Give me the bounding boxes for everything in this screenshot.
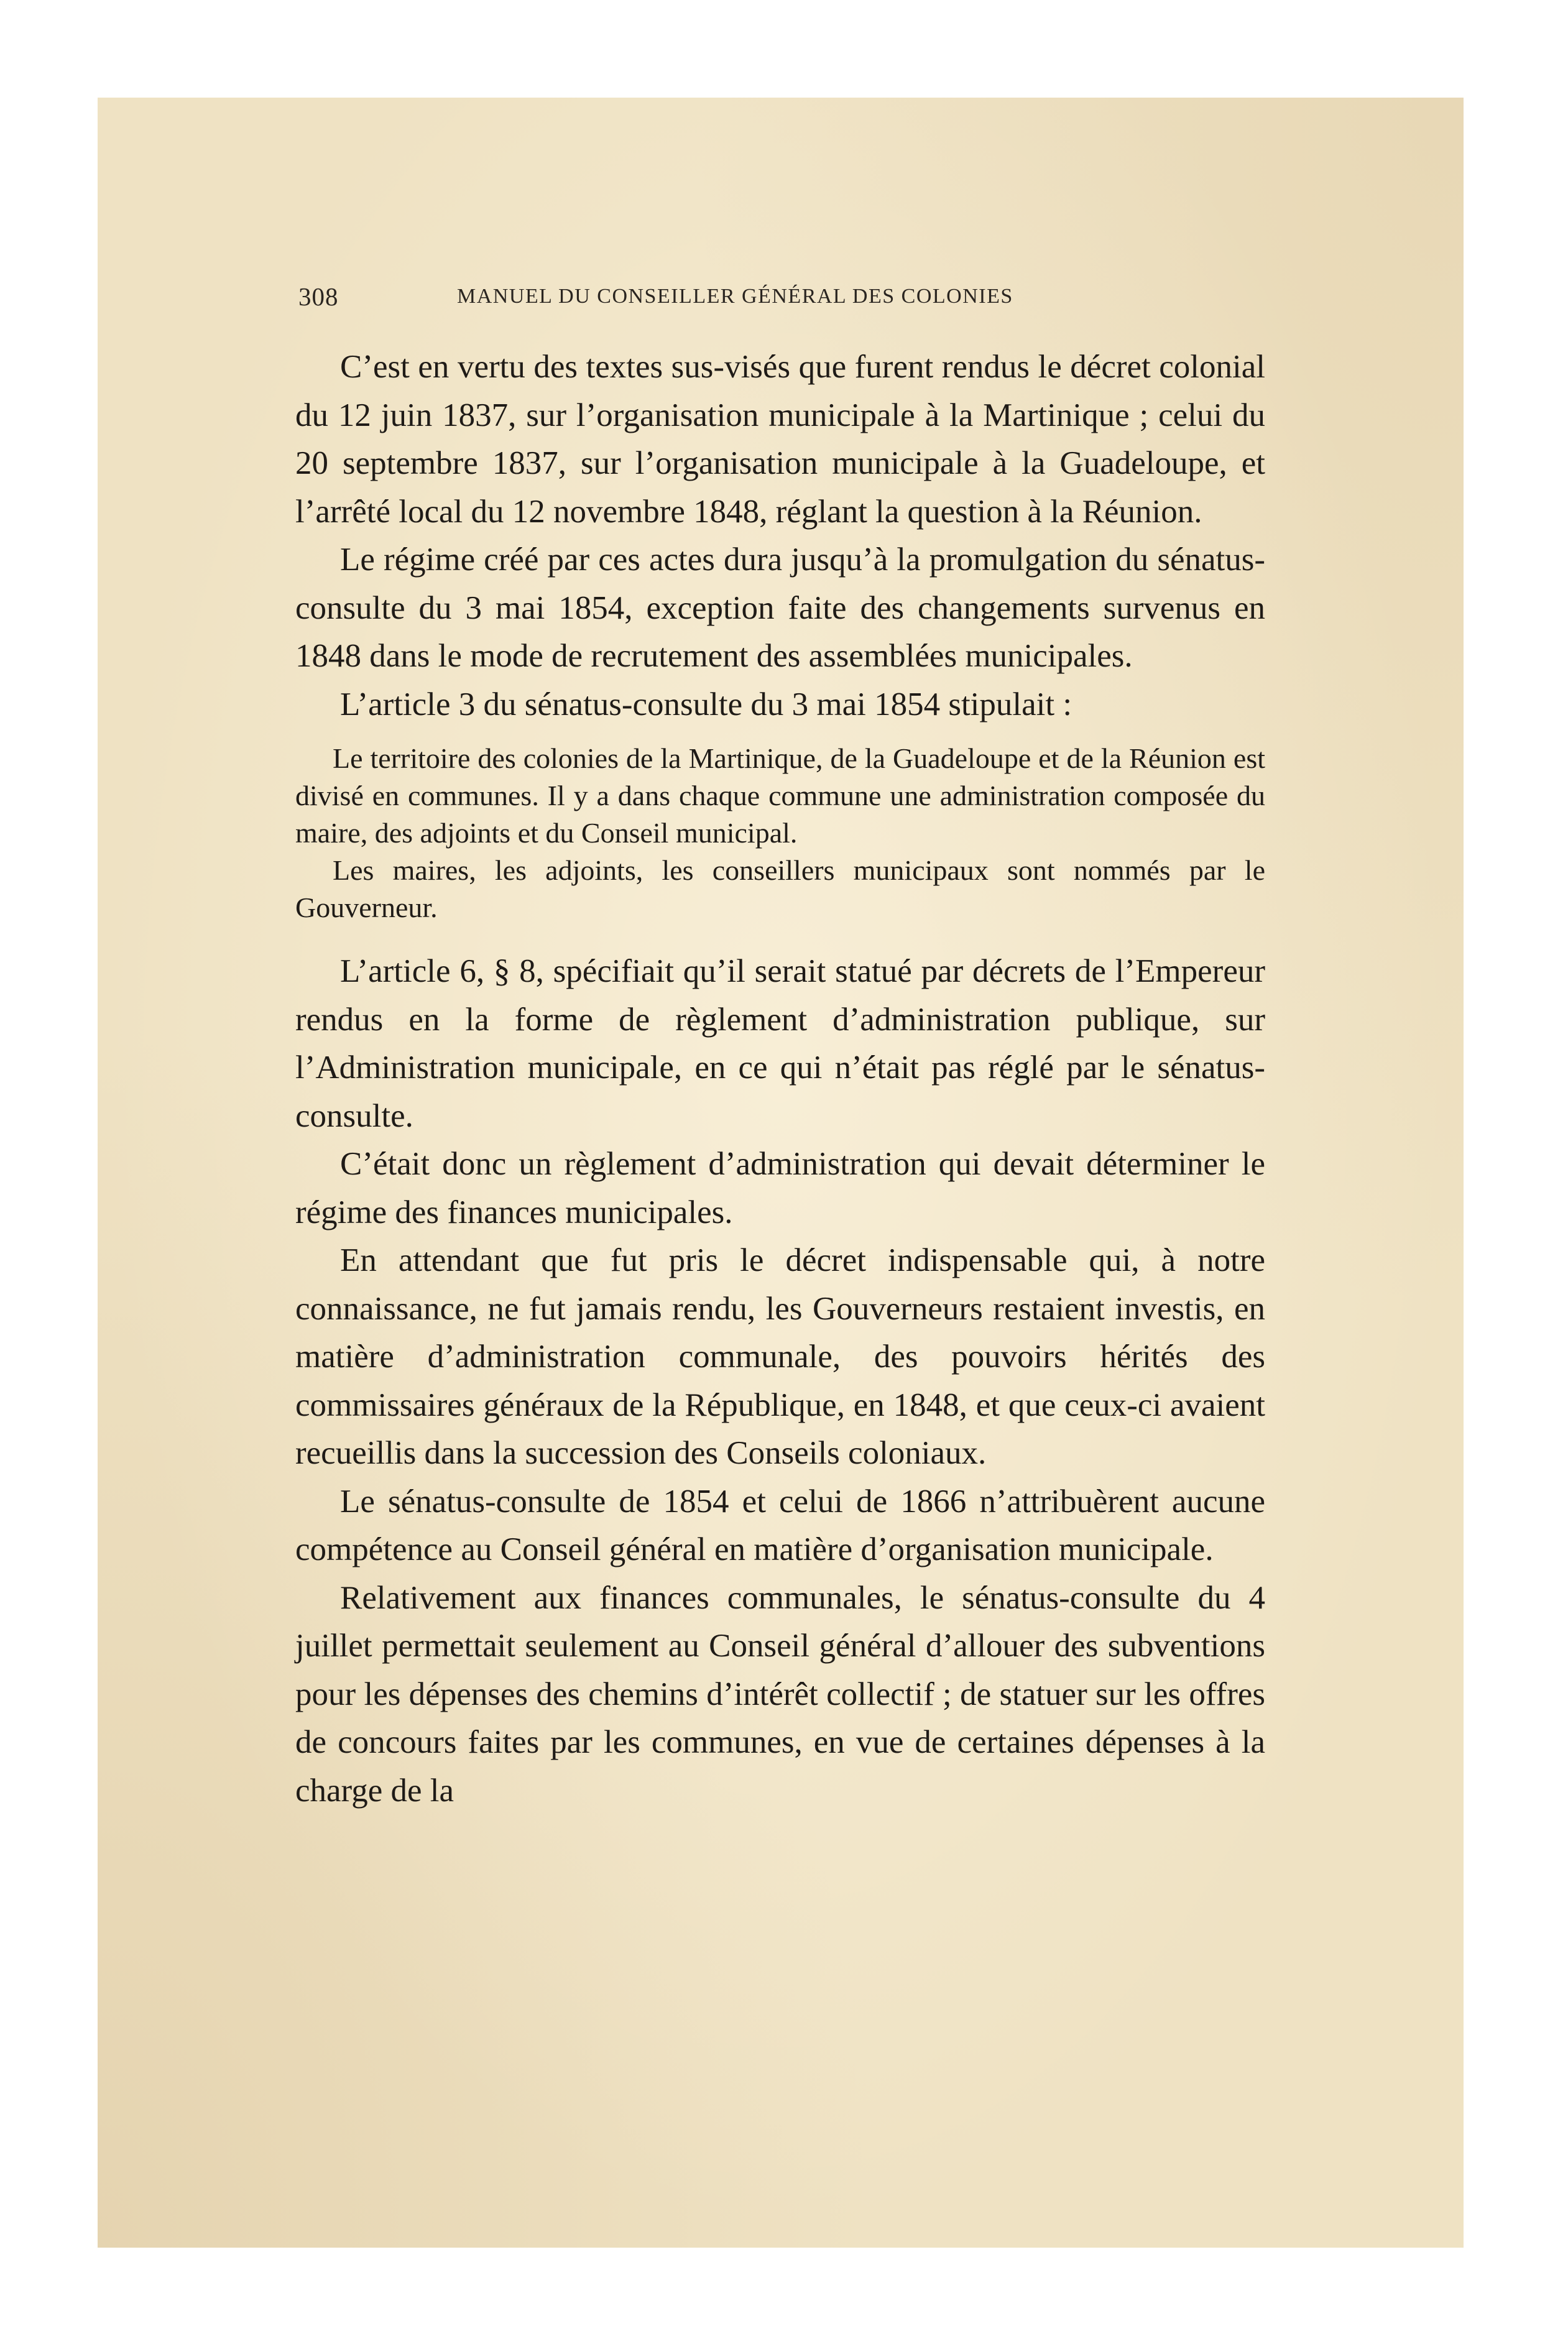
page-body xyxy=(295,343,1265,1815)
running-title: MANUEL DU CONSEILLER GÉNÉRAL DES COLONIES xyxy=(457,285,1013,308)
paragraph: Le régime créé par ces actes dura jusqu’à la promulgation du sénatus-consulte du 3 mai 1854, exception faite des changements survenus en 1848 dans le mode de recrutement des assemblées municipales. xyxy=(295,542,1265,674)
book-page xyxy=(98,98,1464,2248)
paragraph: C’est en vertu des textes sus-visés que furent rendus le décret colonial du 12 juin 1837, sur l’organisation municipale à la Martinique ; celui du 20 septembre 1837, sur l’organisation municipale à la Guadeloupe, et l’arrêté local du 12 novembre 1848, réglant la question à la Réunion. xyxy=(295,349,1265,530)
paragraph: L’article 3 du sénatus-consulte du 3 mai 1854 stipulait : xyxy=(340,686,1072,722)
paragraph: En attendant que fut pris le décret indispensable qui, à notre connaissance, ne fut jamais rendu, les Gouverneurs restaient investis, en matière d’administration communale, des pouvoirs hérités des commissaires généraux de la République, en 1848, et que ceux-ci avaient recueillis dans la succession des Conseils coloniaux. xyxy=(295,1242,1265,1471)
running-header xyxy=(298,278,1250,315)
paragraph: Le sénatus-consulte de 1854 et celui de 1866 n’attribuèrent aucune compétence au Conseil général en matière d’organisation municipale. xyxy=(295,1483,1265,1567)
quote-paragraph: Le territoire des colonies de la Martinique, de la Guadeloupe et de la Réunion est divisé en communes. Il y a dans chaque commune une administration composée du maire, des adjoints et du Conseil municipal. xyxy=(295,742,1265,849)
page-number: 308 xyxy=(298,282,339,311)
quote-paragraph: Les maires, les adjoints, les conseillers municipaux sont nommés par le Gouverneur. xyxy=(295,854,1265,923)
paragraph: Relativement aux finances communales, le sénatus-consulte du 4 juillet permettait seulement au Conseil général d’allouer des subventions pour les dépenses des chemins d’intérêt collectif ; de statuer sur les offres de concours faites par les communes, en vue de certaines dépenses à la charge de la xyxy=(295,1579,1265,1809)
block-quote xyxy=(295,740,1265,926)
paragraph: C’était donc un règlement d’administration qui devait déterminer le régime des finances municipales. xyxy=(295,1146,1265,1230)
paragraph: L’article 6, § 8, spécifiait qu’il serait statué par décrets de l’Empereur rendus en la forme de règlement d’administration publique, sur l’Administration municipale, en ce qui n’était pas réglé par le sénatus-consulte. xyxy=(295,953,1265,1134)
